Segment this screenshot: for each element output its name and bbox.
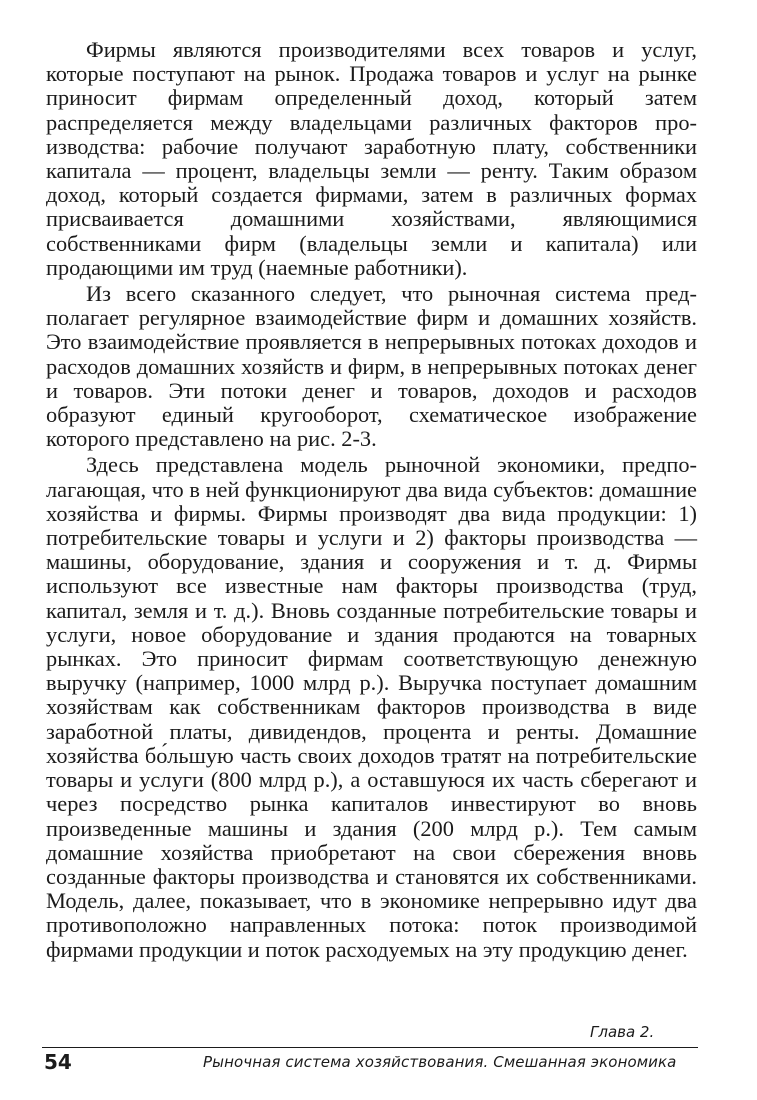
page-number: 54 <box>44 1050 72 1074</box>
chapter-label: Глава 2. <box>590 1023 655 1041</box>
body-text <box>46 38 697 964</box>
footer-rule <box>42 1047 698 1048</box>
paragraph-1: Фирмы являются производителями всех товаров и услуг, которые поступают на рынок. Продажа товаров и услуг на рынке приносит фирмам определенный доход, который затем распределяется между владельцами различных факторов производства: рабочие получают заработную плату, собственники капитала — процент, владельцы земли — ренту. Таким образом доход, который создается фирмами, затем в различных формах присваивается домашними хозяйствами, являющимися собственниками фирм (владельцы земли и капитала) или продающими им труд (наемные работники). <box>46 37 697 280</box>
paragraph-2: Из всего сказанного следует, что рыночная система предполагает регулярное взаимодействие фирм и домашних хозяйств. Это взаимодействие проявляется в непрерывных потоках доходов и расходов домашних хозяйств и фирм, в непрерывных потоках денег и товаров. Эти потоки денег и товаров, доходов и расходов образуют единый кругооборот, схематическое изображение которого представлено на рис. 2-3. <box>46 281 697 452</box>
chapter-title: Рыночная система хозяйствования. Смешанная экономика <box>203 1053 677 1071</box>
paragraph-3: Здесь представлена модель рыночной экономики, предполагающая, что в ней функционируют два вида субъектов: домашние хозяйства и фирмы. Фирмы производят два вида продукции: 1) потребительские товары и услуги и 2) факторы производства — машины, оборудование, здания и сооружения и т. д. Фирмы используют все известные нам факторы производства (труд, капитал, земля и т. д.). Вновь созданные потребительские товары и услуги, новое оборудование и здания продаются на товарных рынках. Это приносит фирмам соответствующую денежную выручку (например, 1000 млрд р.). Выручка поступает домашним хозяйствам как собственникам факторов производства в виде заработной платы, дивидендов, процента и ренты. Домашние хозяйства бо́льшую часть своих доходов тратят на потребительские товары и услуги (800 млрд р.), а оставшуюся их часть сберегают и через посредство рынка капиталов инвестируют во вновь произведенные машины и здания (200 млрд р.). Тем самым домашние хозяйства приобретают на свои сбережения вновь созданные факторы производства и становятся их собственниками. Модель, далее, показывает, что в экономике непрерывно идут два противоположно направленных потока: поток производимой фирмами продукции и поток расходуемых на эту продукцию денег. <box>46 452 697 962</box>
